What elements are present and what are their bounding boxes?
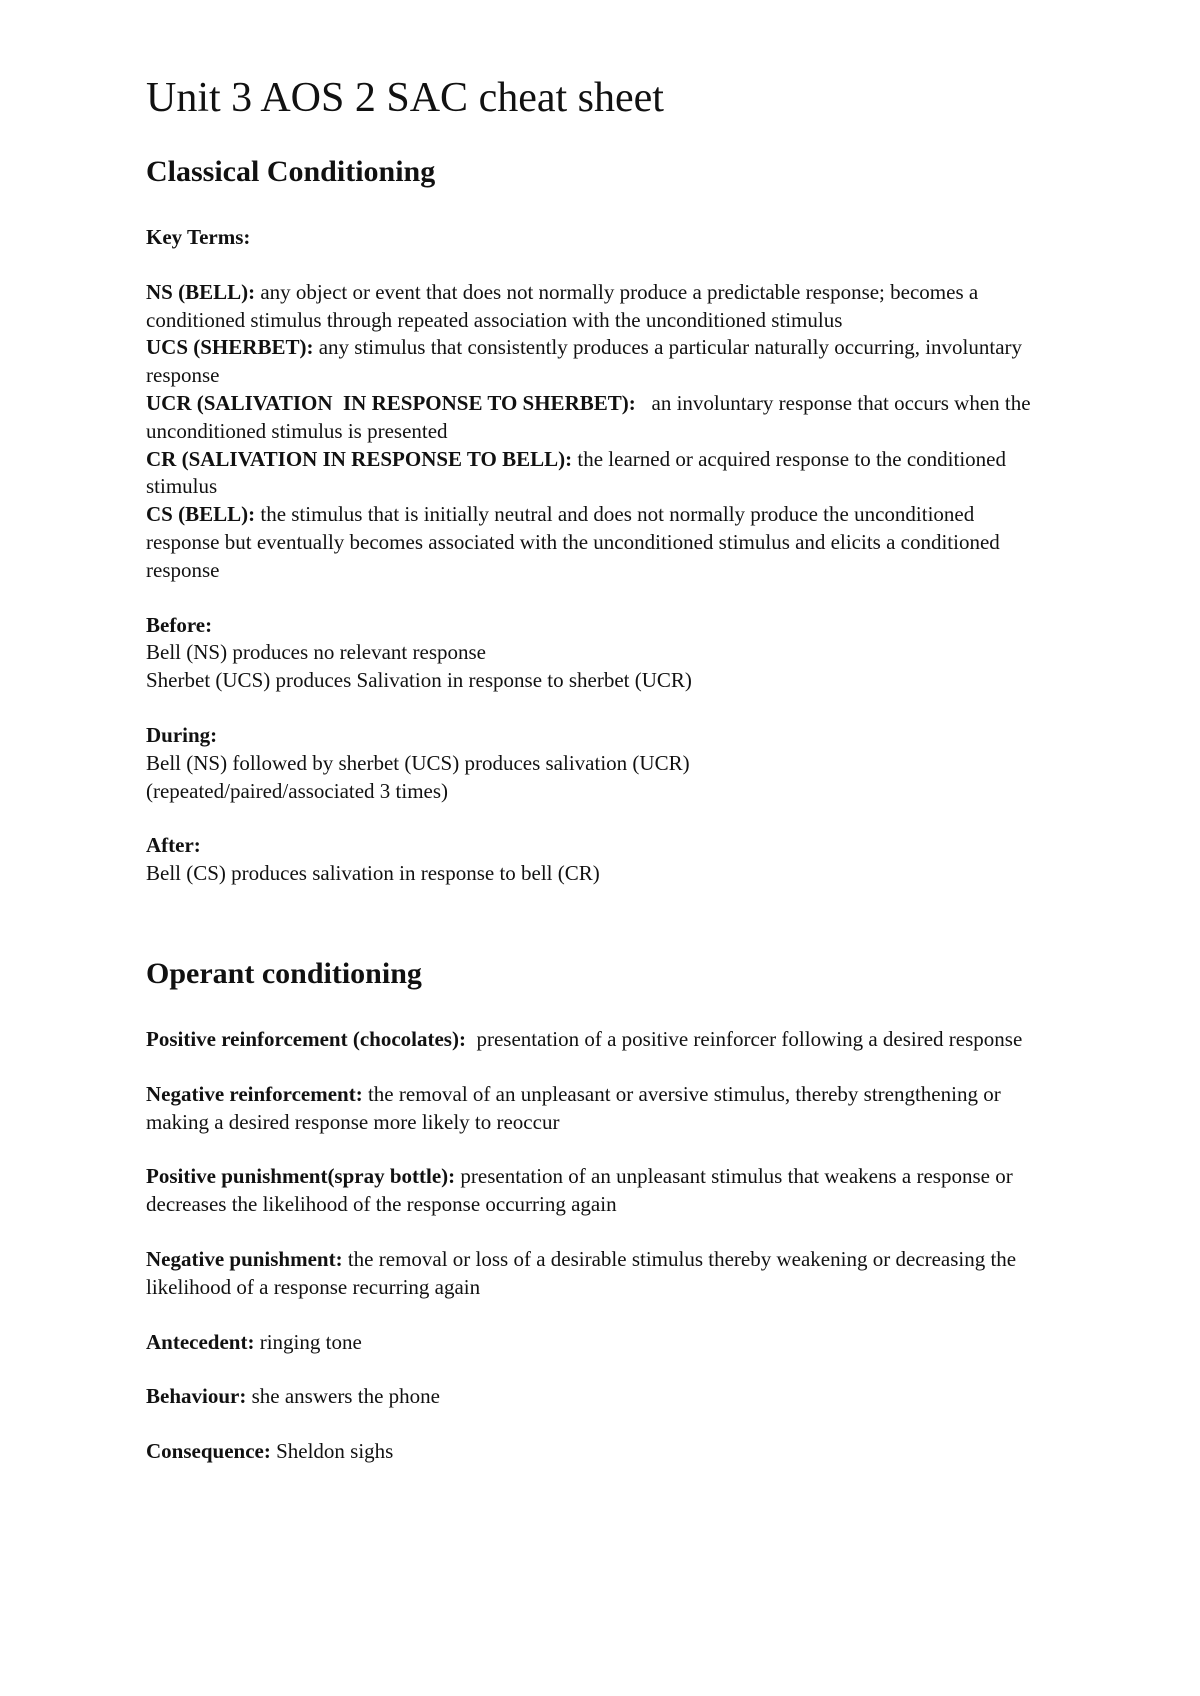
spacer <box>146 585 1100 612</box>
term-definition: the learned or acquired response to the conditioned stimulus <box>146 446 1006 499</box>
operant-item-label: Behaviour: <box>146 1384 247 1409</box>
operant-item-text: presentation of a positive reinforcer following a desired response <box>465 1026 1023 1051</box>
operant-item-label: Positive punishment(spray bottle): <box>146 1164 456 1189</box>
operant-item-label: Consequence: <box>146 1439 271 1464</box>
document-title: Unit 3 AOS 2 SAC cheat sheet <box>146 75 664 121</box>
after-line: Bell (CS) produces salivation in response to bell (CR) <box>146 861 600 886</box>
term-label: CR (SALIVATION IN RESPONSE TO BELL): <box>146 446 573 471</box>
spacer <box>146 695 1100 722</box>
spacer <box>146 805 1100 832</box>
after-block <box>146 832 1100 888</box>
operant-item-text: she answers the phone <box>246 1384 440 1409</box>
operant-heading: Operant conditioning <box>146 956 422 990</box>
before-line: Sherbet (UCS) produces Salivation in response to sherbet (UCR) <box>146 668 692 693</box>
operant-item-text: the removal or loss of a desirable stimulus thereby weakening or decreasing the likelihood of a response recurring again <box>146 1246 1017 1299</box>
operant-item <box>146 1438 1100 1466</box>
operant-item <box>146 1026 1046 1054</box>
term-ucr <box>146 390 1046 446</box>
spacer <box>146 1411 1100 1438</box>
spacer <box>146 252 1100 279</box>
before-block <box>146 612 1100 695</box>
term-definition: any stimulus that consistently produces a particular naturally occurring, involuntary response <box>146 335 1028 388</box>
during-line: (repeated/paired/associated 3 times) <box>146 778 449 803</box>
operant-item <box>146 1163 1046 1219</box>
term-cs <box>146 501 1046 584</box>
operant-item-label: Positive reinforcement (chocolates): <box>146 1026 466 1051</box>
during-block <box>146 722 1100 805</box>
term-cr <box>146 446 1046 502</box>
before-label: Before: <box>146 612 213 637</box>
key-terms-label: Key Terms: <box>146 225 251 249</box>
classical-heading: Classical Conditioning <box>146 155 436 188</box>
spacer <box>146 1219 1100 1246</box>
before-line: Bell (NS) produces no relevant response <box>146 640 486 665</box>
operant-item <box>146 1246 1046 1302</box>
term-label: UCS (SHERBET): <box>146 335 314 360</box>
spacer <box>146 1136 1100 1163</box>
operant-list <box>146 1026 1100 1466</box>
term-ns <box>146 279 1076 335</box>
operant-item <box>146 1329 1100 1357</box>
spacer <box>146 1302 1100 1329</box>
after-label: After: <box>146 833 201 858</box>
term-definition: an involuntary response that occurs when the unconditioned stimulus is presented <box>146 390 1036 443</box>
operant-item-text: Sheldon sighs <box>270 1439 394 1464</box>
operant-item-text: presentation of an unpleasant stimulus that weakens a response or decreases the likelihood of the response occurring again <box>146 1164 1013 1217</box>
term-definition: any object or event that does not normally produce a predictable response; becomes a conditioned stimulus through repeated association with the unconditioned stimulus <box>146 279 979 332</box>
operant-item-label: Negative reinforcement: <box>146 1081 363 1106</box>
term-label: NS (BELL): <box>146 279 256 304</box>
spacer <box>146 1054 1100 1081</box>
key-terms-list <box>146 279 1100 585</box>
term-definition: the stimulus that is initially neutral and does not normally produce the unconditioned response but eventually becomes associated with the unconditioned stimulus and elicits a conditioned response <box>146 502 1000 582</box>
operant-item-text: the removal of an unpleasant or aversive stimulus, thereby strengthening or making a desired response more likely to reoccur <box>146 1081 1001 1134</box>
operant-item-label: Negative punishment: <box>146 1246 343 1271</box>
spacer <box>146 1356 1100 1383</box>
during-line: Bell (NS) followed by sherbet (UCS) produces salivation (UCR) <box>146 750 690 775</box>
term-label: CS (BELL): <box>146 502 256 527</box>
operant-item <box>146 1383 1100 1411</box>
term-label: UCR (SALIVATION IN RESPONSE TO SHERBET): <box>146 390 636 415</box>
operant-item-label: Antecedent: <box>146 1329 255 1354</box>
operant-item-text: ringing tone <box>254 1329 362 1354</box>
term-ucs <box>146 334 1046 390</box>
during-label: During: <box>146 722 218 747</box>
operant-item <box>146 1081 1046 1137</box>
